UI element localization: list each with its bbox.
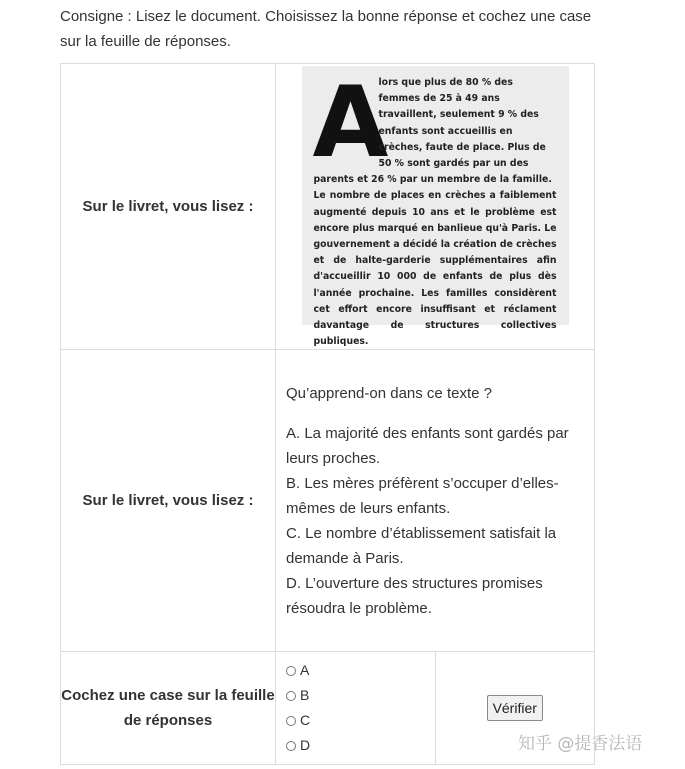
choice-b[interactable] — [286, 683, 435, 708]
answer-row-label: Cochez une case sur la feuille de réponses — [61, 652, 276, 765]
question-row — [61, 350, 595, 652]
option-b-text: B. Les mères préfèrent s’occuper d’elles-mêmes de leurs enfants. — [286, 474, 559, 517]
answer-choices — [276, 652, 436, 765]
question-text: Qu’apprend-on dans ce texte ? — [286, 384, 492, 402]
choice-b-label: B — [300, 687, 310, 704]
document-row — [61, 64, 595, 350]
watermark: 知乎 @提香法语 — [518, 734, 643, 754]
choice-a[interactable] — [286, 658, 435, 683]
dropcap-letter: A — [312, 66, 387, 180]
verify-button[interactable]: Vérifier — [487, 695, 543, 721]
document-row-label: Sur le livret, vous lisez : — [61, 64, 276, 350]
choice-a-label: A — [300, 662, 310, 679]
question-cell — [276, 350, 595, 652]
choice-c[interactable] — [286, 708, 435, 733]
radio-a[interactable] — [286, 666, 296, 676]
radio-d[interactable] — [286, 741, 296, 751]
exam-table — [60, 63, 595, 765]
answer-row — [61, 652, 595, 765]
choice-c-label: C — [300, 712, 311, 729]
radio-b[interactable] — [286, 691, 296, 701]
choice-d[interactable] — [286, 733, 435, 758]
option-a-text: A. La majorité des enfants sont gardés par leurs proches. — [286, 424, 569, 467]
option-d-text: D. L’ouverture des structures promises résoudra le problème. — [286, 574, 543, 617]
question-row-label: Sur le livret, vous lisez : — [61, 350, 276, 652]
document-text-paragraph-1: lors que plus de 80 % des femmes de 25 à 49 ans travaillent, seulement 9 % des enfants sont accueillis en crèches, faute de place. Plus de 50 % sont gardés par un des parents et 26 % par un membre de la famille. — [313, 77, 552, 186]
document-text-paragraph-2: Le nombre de places en crèches a faiblement augmenté depuis 10 ans et le problème est encore plus marqué en banlieue qu'à Paris. Le gouvernement a décidé la création de crèches et de halte-garderie supplémentaires afin d'accueillir 10 000 de enfants de plus dès l'année prochaine. Les familles considèrent cet effort encore insuffisant et réclament davantage de structures collectives publiques. — [313, 190, 557, 348]
document-image — [302, 66, 569, 348]
document-cell — [276, 64, 595, 350]
radio-c[interactable] — [286, 716, 296, 726]
instruction-text: Consigne : Lisez le document. Choisissez la bonne réponse et cochez une case sur la feuille de réponses. — [60, 8, 592, 50]
choice-d-label: D — [300, 737, 311, 754]
option-c-text: C. Le nombre d’établissement satisfait la demande à Paris. — [286, 524, 557, 567]
